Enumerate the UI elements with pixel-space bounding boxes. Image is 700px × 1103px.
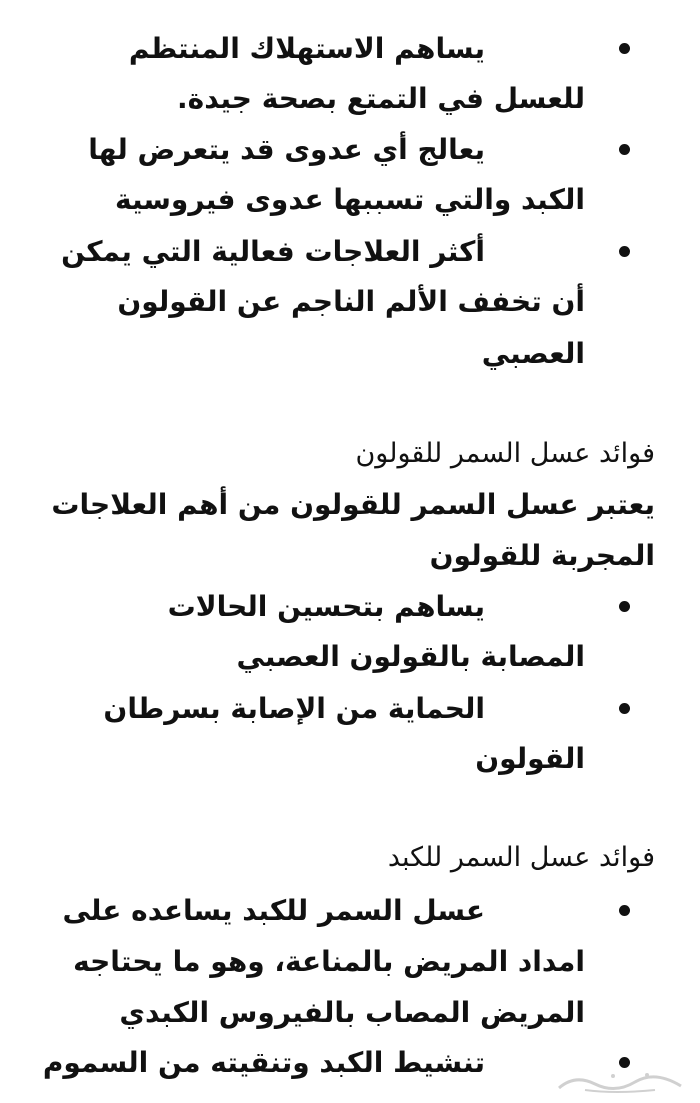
list-item-line: الكبد والتي تسببها عدوى فيروسية bbox=[114, 183, 585, 216]
list-item-line: يساهم بتحسين الحالات bbox=[167, 590, 485, 623]
list-item-line: امداد المريض بالمناعة، وهو ما يحتاجه bbox=[73, 945, 585, 978]
section-heading: فوائد عسل السمر للكبد bbox=[387, 842, 655, 873]
list-item-line: يعالج أي عدوى قد يتعرض لها bbox=[88, 133, 485, 166]
bullet-dot bbox=[619, 601, 630, 612]
list-item-line: عسل السمر للكبد يساعده على bbox=[62, 894, 485, 927]
list-item-line: المصابة بالقولون العصبي bbox=[236, 640, 585, 673]
bullet-dot bbox=[619, 1057, 630, 1068]
paragraph-line: المجربة للقولون bbox=[429, 539, 655, 572]
list-item-line: للعسل في التمتع بصحة جيدة. bbox=[177, 82, 585, 115]
list-item-line: العصبي bbox=[481, 337, 585, 370]
bullet-dot bbox=[619, 144, 630, 155]
bullet-dot bbox=[619, 905, 630, 916]
haraj-logo-watermark-icon bbox=[555, 1068, 685, 1096]
list-item-line: القولون bbox=[475, 742, 585, 775]
list-item-line: أن تخفف الألم الناجم عن القولون bbox=[117, 285, 585, 318]
list-item-line: أكثر العلاجات فعالية التي يمكن bbox=[61, 235, 485, 268]
section-heading: فوائد عسل السمر للقولون bbox=[355, 438, 655, 469]
paragraph-line: يعتبر عسل السمر للقولون من أهم العلاجات bbox=[51, 488, 655, 521]
list-item-line: تنشيط الكبد وتنقيته من السموم bbox=[42, 1046, 485, 1079]
bullet-dot bbox=[619, 43, 630, 54]
list-item-line: المريض المصاب بالفيروس الكبدي bbox=[119, 996, 585, 1029]
bullet-dot bbox=[619, 246, 630, 257]
list-item-line: الحماية من الإصابة بسرطان bbox=[103, 692, 485, 725]
bullet-dot bbox=[619, 703, 630, 714]
list-item-line: يساهم الاستهلاك المنتظم bbox=[128, 32, 485, 65]
